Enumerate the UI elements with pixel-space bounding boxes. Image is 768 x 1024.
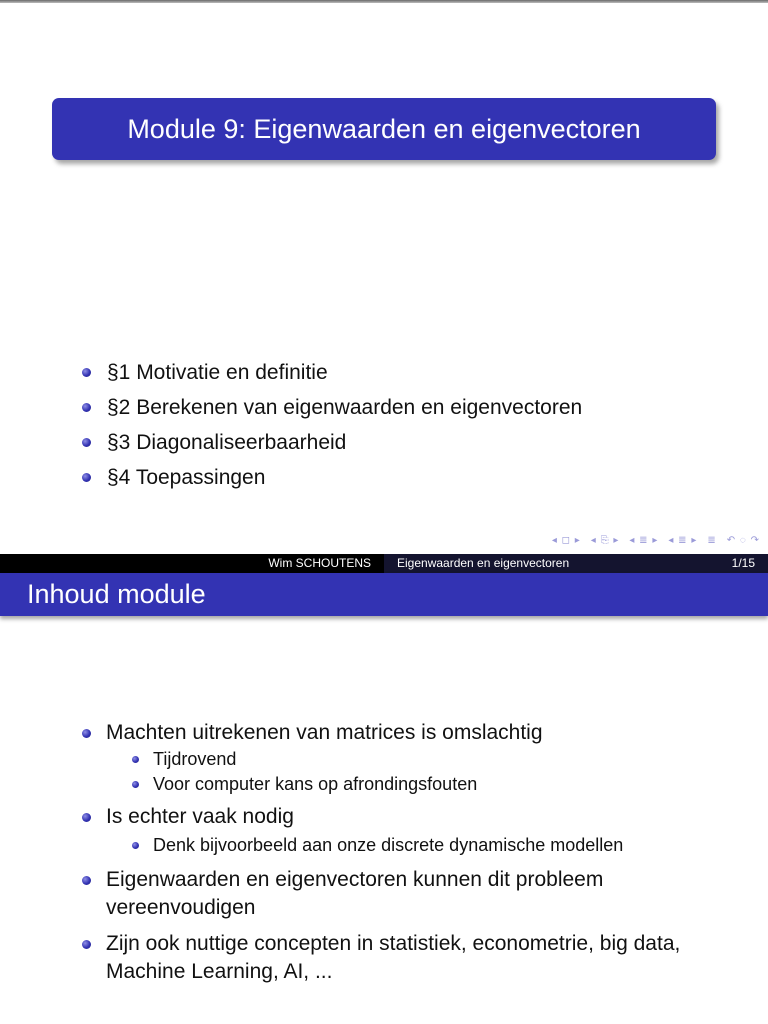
toc-item-label: §1 Motivatie en definitie (107, 360, 328, 384)
bullet-icon (82, 368, 91, 377)
bullet-icon (82, 729, 91, 738)
sub-list-item (82, 833, 742, 858)
bullet-icon (82, 403, 91, 412)
bullet-icon (82, 876, 91, 885)
footer-title-section (384, 554, 768, 573)
bullet-icon (82, 940, 91, 949)
toc-item-label: §3 Diagonaliseerbaarheid (107, 430, 347, 454)
frame-nav-icon[interactable]: ◂ ◻ ▸ (551, 535, 581, 546)
list-item-text: Zijn ook nuttige concepten in statistiek, econometrie, big data, Machine Learning, AI, ... (106, 932, 681, 983)
toc-item[interactable] (82, 460, 582, 495)
toc-item-label: §4 Toepassingen (107, 465, 266, 489)
list-item-text: Eigenwaarden en eigenvectoren kunnen dit probleem vereenvoudigen (106, 868, 604, 919)
sub-list-item (82, 772, 742, 797)
footer-author: Wim SCHOUTENS (268, 556, 371, 570)
navigation-bar (552, 535, 760, 546)
frame-title: Inhoud module (27, 579, 206, 609)
bullet-icon (82, 813, 91, 822)
sub-list-item-text: Tijdrovend (153, 749, 237, 769)
list-item-text: Is echter vaak nodig (106, 805, 294, 828)
list-item (82, 866, 742, 922)
toc-item[interactable] (82, 355, 582, 390)
sub-list-item-text: Voor computer kans op afrondingsfouten (153, 774, 478, 794)
sub-list-item-text: Denk bijvoorbeeld aan onze discrete dynamische modellen (153, 835, 624, 855)
bullet-icon (82, 438, 91, 447)
page-number: 1/15 (731, 556, 755, 570)
subsection-nav-icon[interactable]: ◂ ⎘ ▸ (590, 535, 620, 546)
sub-bullet-icon (132, 756, 139, 763)
sub-bullet-icon (132, 781, 139, 788)
search-back-forward-icon[interactable]: ↶ ◌ ↷ (726, 535, 760, 546)
toc-item[interactable] (82, 425, 582, 460)
bullet-list (82, 719, 742, 986)
bullet-icon (82, 473, 91, 482)
top-rule (0, 0, 768, 3)
list-item (82, 930, 742, 986)
frame-title-bar (0, 573, 768, 616)
section-nav-icon[interactable]: ◂ ≣ ▸ (629, 535, 659, 546)
toc-list (82, 355, 582, 495)
list-item (82, 803, 742, 831)
outline-icon[interactable]: ≣ (707, 535, 717, 546)
slide-title: Module 9: Eigenwaarden en eigenvectoren (127, 113, 641, 144)
sub-bullet-icon (132, 842, 139, 849)
toc-item[interactable] (82, 390, 582, 425)
subsection-list-nav-icon[interactable]: ◂ ≣ ▸ (668, 535, 698, 546)
slide-title-box (52, 98, 716, 160)
footer-title: Eigenwaarden en eigenvectoren (397, 556, 570, 570)
list-item-text: Machten uitrekenen van matrices is omslachtig (106, 721, 543, 744)
footer-bar (0, 554, 768, 573)
list-item (82, 719, 742, 747)
sub-list-item (82, 747, 742, 772)
toc-item-label: §2 Berekenen van eigenwaarden en eigenvectoren (107, 395, 583, 419)
